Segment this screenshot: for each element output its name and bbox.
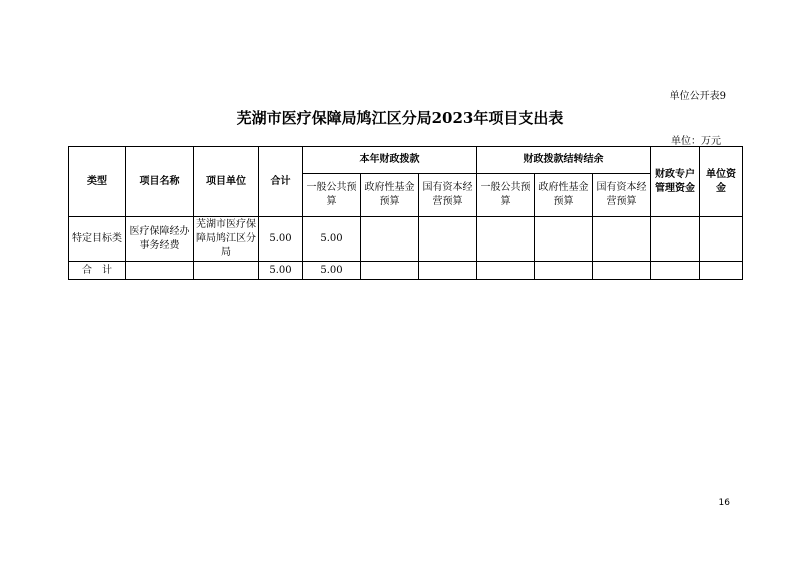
cell-special-account (651, 217, 700, 262)
sum-empty (126, 262, 194, 280)
document-title: 芜湖市医疗保障局鸠江区分局2023年项目支出表 (236, 109, 564, 127)
sum-empty (477, 262, 535, 280)
header-unit-funds: 单位资金 (700, 147, 743, 217)
cell-cy-general-public: 5.00 (303, 217, 361, 262)
header-co-general-public: 一般公共预算 (477, 174, 535, 217)
sum-row (69, 262, 743, 280)
sum-empty (651, 262, 700, 280)
cell-project-unit: 芜湖市医疗保障局鸠江区分局 (194, 217, 259, 262)
cell-co-general-public (477, 217, 535, 262)
page-number: 16 (718, 498, 730, 508)
project-expenditure-table (68, 146, 743, 280)
header-type: 类型 (69, 147, 126, 217)
sum-empty (535, 262, 593, 280)
unit-note: 单位：万元 (671, 136, 721, 147)
header-project-unit: 项目单位 (194, 147, 259, 217)
header-cy-gov-fund: 政府性基金预算 (361, 174, 419, 217)
header-cy-state-capital: 国有资本经营预算 (419, 174, 477, 217)
cell-type: 特定目标类 (69, 217, 126, 262)
sum-cy-general-public: 5.00 (303, 262, 361, 280)
sum-label: 合 计 (69, 262, 126, 280)
sum-empty (419, 262, 477, 280)
cell-project-name: 医疗保障经办事务经费 (126, 217, 194, 262)
header-current-year-appropriation: 本年财政拨款 (303, 147, 477, 174)
sum-empty (593, 262, 651, 280)
cell-co-gov-fund (535, 217, 593, 262)
header-special-account-funds: 财政专户管理资金 (651, 147, 700, 217)
table-row (69, 217, 743, 262)
cell-co-state-capital (593, 217, 651, 262)
sum-empty (194, 262, 259, 280)
cell-unit-funds (700, 217, 743, 262)
header-project-name: 项目名称 (126, 147, 194, 217)
header-co-gov-fund: 政府性基金预算 (535, 174, 593, 217)
sum-total: 5.00 (259, 262, 303, 280)
header-carryover: 财政拨款结转结余 (477, 147, 651, 174)
header-total: 合计 (259, 147, 303, 217)
sum-empty (700, 262, 743, 280)
cell-cy-state-capital (419, 217, 477, 262)
header-co-state-capital: 国有资本经营预算 (593, 174, 651, 217)
table-number-note: 单位公开表9 (669, 91, 726, 102)
header-cy-general-public: 一般公共预算 (303, 174, 361, 217)
cell-cy-gov-fund (361, 217, 419, 262)
header-row-1 (69, 147, 743, 174)
sum-empty (361, 262, 419, 280)
cell-total: 5.00 (259, 217, 303, 262)
